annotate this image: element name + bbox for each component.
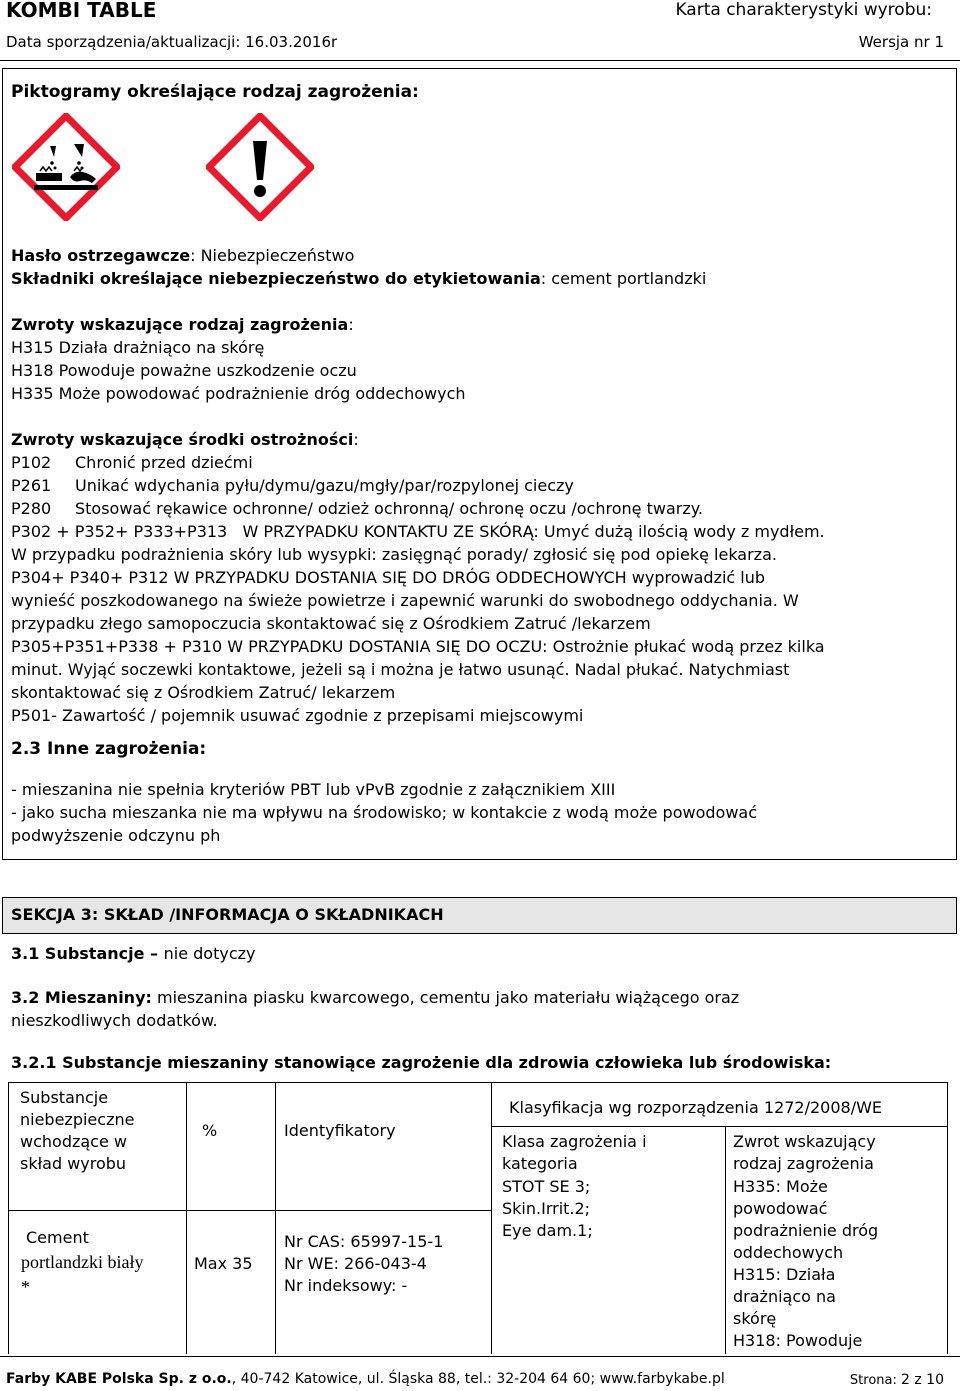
row-substance-name-2: portlandzki biały [21, 1252, 144, 1272]
precautionary-line: skontaktować się z Ośrodkiem Zatruć/ lekarzem [11, 683, 396, 702]
precautionary-item: P280 Stosować rękawice ochronne/ odzież ochronną/ ochronę oczu /ochronę twarzy. [11, 499, 703, 518]
row-substance-name: Cement [26, 1228, 89, 1247]
header-identifiers: Identyfikatory [284, 1121, 396, 1140]
precautionary-line: P304+ P340+ P312 W PRZYPADKU DOSTANIA SIĘ DO DRÓG ODDECHOWYCH wyprowadzić lub [11, 568, 766, 587]
precautionary-heading: Zwroty wskazujące środki ostrożności: [11, 430, 359, 449]
hazard-statements-heading: Zwroty wskazujące rodzaj zagrożenia: [11, 315, 354, 334]
row-substance-asterisk: * [21, 1277, 30, 1297]
precautionary-line: P501- Zawartość / pojemnik usuwać zgodnie z przepisami miejscowymi [11, 706, 584, 725]
hazard-statement: H335 Może powodować podrażnienie dróg oddechowych [11, 384, 466, 403]
precautionary-line: wynieść poszkodowanego na świeże powietrze i zapewnić warunki do swobodnego oddychania. W [11, 591, 799, 610]
header-substance: Substancje niebezpieczne wchodzące w skład wyrobu [20, 1088, 135, 1173]
row-identifiers: Nr CAS: 65997-15-1 Nr WE: 266-043-4 Nr indeksowy: - [284, 1232, 444, 1295]
other-hazards-heading: 2.3 Inne zagrożenia: [11, 739, 207, 759]
section3-heading: SEKCJA 3: SKŁAD /INFORMACJA O SKŁADNIKACH [11, 905, 444, 924]
corrosion-icon [12, 113, 120, 221]
document-type: Karta charakterystyki wyrobu: [675, 0, 932, 20]
header-divider [0, 60, 960, 61]
header-percent: % [202, 1121, 218, 1140]
header-classification: Klasyfikacja wg rozporządzenia 1272/2008/WE [509, 1098, 883, 1117]
pictograms-heading: Piktogramy określające rodzaj zagrożenia: [11, 82, 419, 102]
date-label: Data sporządzenia/aktualizacji: 16.03.2016r [6, 33, 338, 51]
hazard-statement: H318 Powoduje poważne uszkodzenie oczu [11, 361, 357, 380]
row-percent: Max 35 [194, 1254, 253, 1273]
header-class-category: Klasa zagrożenia i kategoria [502, 1132, 647, 1173]
mixtures-line: 3.2 Mieszaniny: mieszanina piasku kwarcowego, cementu jako materiału wiążącego oraz [11, 988, 740, 1007]
mixtures-line-2: nieszkodliwych dodatków. [11, 1011, 218, 1030]
page-number: Strona: 2 z 10 [849, 1372, 944, 1388]
precautionary-line: W przypadku podrażnienia skóry lub wysypki: zasięgnąć porady/ zgłosić się pod opiekę lekarza. [11, 545, 777, 564]
hazard-statement: H315 Działa drażniąco na skórę [11, 338, 265, 357]
footer-divider [0, 1356, 960, 1357]
row-hazard-phrase: H335: Może powodować podrażnienie dróg oddechowych H315: Działa drażniąco na skórę H318: Powoduje [733, 1177, 879, 1350]
precautionary-line: P305+P351+P338 + P310 W PRZYPADKU DOSTANIA SIĘ DO OCZU: Ostrożnie płukać wodą przez kilka [11, 637, 825, 656]
components-line: Składniki określające niebezpieczeństwo do etykietowania: cement portlandzki [11, 269, 707, 288]
other-hazards-line: - mieszanina nie spełnia kryteriów PBT lub vPvB zgodnie z załącznikiem XIII [11, 780, 616, 799]
other-hazards-line: podwyższenie odczynu ph [11, 826, 221, 845]
substances-line: 3.1 Substancje – nie dotyczy [11, 944, 256, 963]
footer-company: Farby KABE Polska Sp. z o.o., 40-742 Katowice, ul. Śląska 88, tel.: 32-204 64 60; www.farbykabe.pl [6, 1371, 725, 1387]
exclamation-mark-icon [206, 113, 314, 221]
version-label: Wersja nr 1 [858, 33, 944, 51]
precautionary-item: P102 Chronić przed dziećmi [11, 453, 253, 472]
precautionary-line: minut. Wyjąć soczewki kontaktowe, jeżeli są i można je łatwo usunąć. Nadal płukać. Natychmiast [11, 660, 790, 679]
header-hazard-phrase: Zwrot wskazujący rodzaj zagrożenia [733, 1132, 876, 1173]
precautionary-line: przypadku złego samopoczucia skontaktować się z Ośrodkiem Zatruć /lekarzem [11, 614, 651, 633]
precautionary-item: P261 Unikać wdychania pyłu/dymu/gazu/mgły/par/rozpylonej cieczy [11, 476, 574, 495]
row-class-category: STOT SE 3; Skin.Irrit.2; Eye dam.1; [502, 1177, 593, 1240]
other-hazards-line: - jako sucha mieszanka nie ma wpływu na środowisko; w kontakcie z wodą może powodować [11, 803, 758, 822]
precautionary-line: P302 + P352+ P333+P313 W PRZYPADKU KONTAKTU ZE SKÓRĄ: Umyć dużą ilością wody z mydłem. [11, 522, 825, 541]
company-title: KOMBI TABLE [6, 0, 157, 22]
hazardous-substances-heading: 3.2.1 Substancje mieszaniny stanowiące zagrożenie dla zdrowia człowieka lub środowiska: [11, 1053, 832, 1072]
signal-word-line: Hasło ostrzegawcze: Niebezpieczeństwo [11, 246, 355, 265]
